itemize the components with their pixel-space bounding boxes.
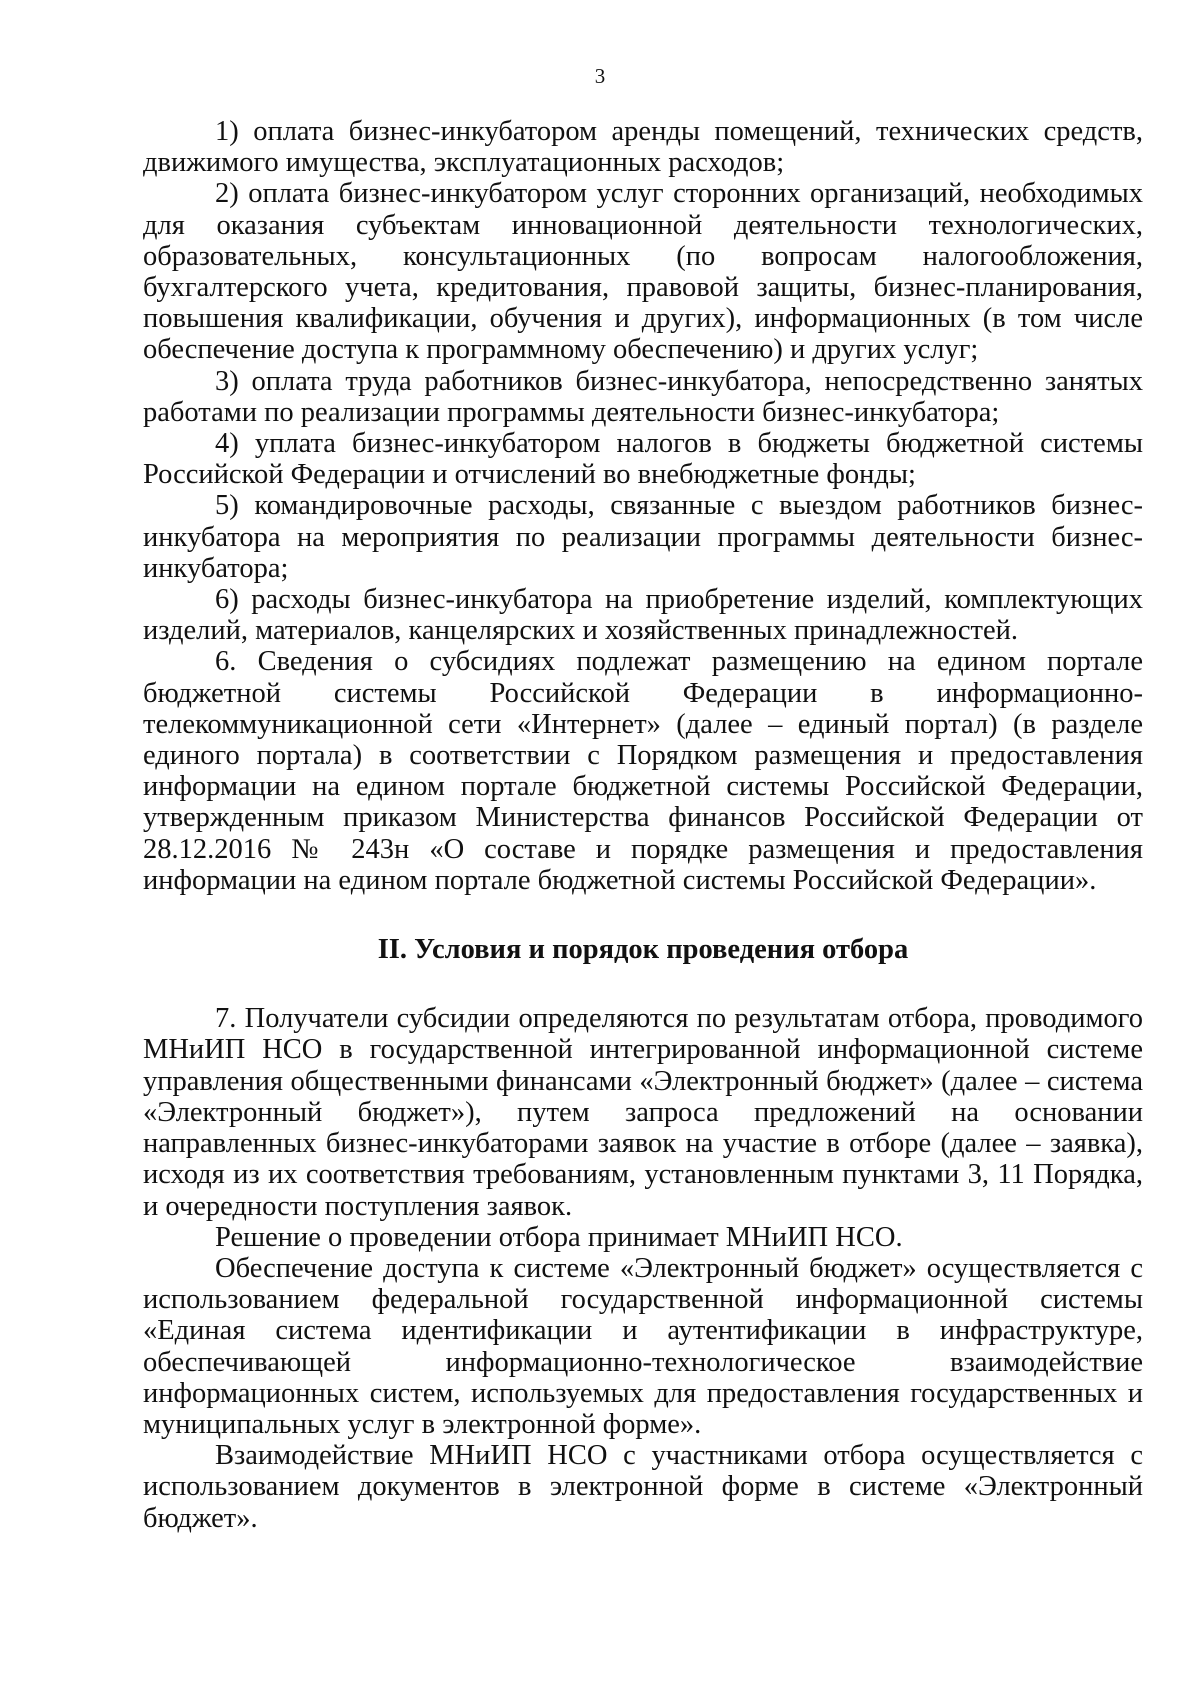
section-title: II. Условия и порядок проведения отбора (377, 934, 909, 966)
paragraph-item-5: 5) командировочные расходы, связанные с выездом работников бизнес-инкубатора на мероприятия по реализации программы деятельности бизнес-инкубатора; (143, 490, 1143, 584)
paragraph-interaction: Взаимодействие МНиИП НСО с участниками отбора осуществляется с использованием документов в электронной форме в системе «Электронный бюджет». (143, 1440, 1143, 1534)
paragraph-item-1: 1) оплата бизнес-инкубатором аренды помещений, технических средств, движимого имущества, эксплуатационных расходов; (143, 116, 1143, 179)
paragraph-item-3: 3) оплата труда работников бизнес-инкубатора, непосредственно занятых работами по реализации программы деятельности бизнес-инкубатора; (143, 365, 1143, 428)
paragraph-item-6: 6) расходы бизнес-инкубатора на приобретение изделий, комплектующих изделий, материалов, канцелярских и хозяйственных принадлежностей. (143, 584, 1143, 647)
page-number: 3 (594, 64, 606, 88)
paragraph-item-2: 2) оплата бизнес-инкубатором услуг сторонних организаций, необходимых для оказания субъектам инновационной деятельности технологических, образовательных, консультационных (по вопросам налогообложения, бухгалтерского учета, кредитования, правовой защиты, бизнес-планирования, повышения квалификации, обучения и других), информационных (в том числе обеспечение доступа к программному обеспечению) и других услуг; (143, 178, 1143, 366)
paragraph-clause-6: 6. Сведения о субсидиях подлежат размещению на едином портале бюджетной системы Российской Федерации в информационно-телекоммуникационной сети «Интернет» (далее – единый портал) (в разделе единого портала) в соответствии с Порядком размещения и предоставления информации на едином портале бюджетной системы Российской Федерации, утвержденным приказом Министерства финансов Российской Федерации от 28.12.2016 № 243н «О составе и порядке размещения и предоставления информации на едином портале бюджетной системы Российской Федерации». (143, 646, 1143, 896)
paragraph-decision: Решение о проведении отбора принимает МНиИП НСО. (215, 1221, 903, 1253)
paragraph-access: Обеспечение доступа к системе «Электронный бюджет» осуществляется с использованием федеральной государственной информационной системы «Единая система идентификации и аутентификации в инфраструктуре, обеспечивающей информационно-технологическое взаимодействие информационных систем, используемых для предоставления государственных и муниципальных услуг в электронной форме». (143, 1252, 1143, 1440)
document-body (143, 116, 1143, 1534)
paragraph-clause-7: 7. Получатели субсидии определяются по результатам отбора, проводимого МНиИП НСО в государственной интегрированной информационной системе управления общественными финансами «Электронный бюджет» (далее – система «Электронный бюджет»), путем запроса предложений на основании направленных бизнес-инкубаторами заявок на участие в отборе (далее – заявка), исходя из их соответствия требованиям, установленным пунктами 3, 11 Порядка, и очередности поступления заявок. (143, 1003, 1143, 1222)
paragraph-item-4: 4) уплата бизнес-инкубатором налогов в бюджеты бюджетной системы Российской Федерации и отчислений во внебюджетные фонды; (143, 428, 1143, 491)
